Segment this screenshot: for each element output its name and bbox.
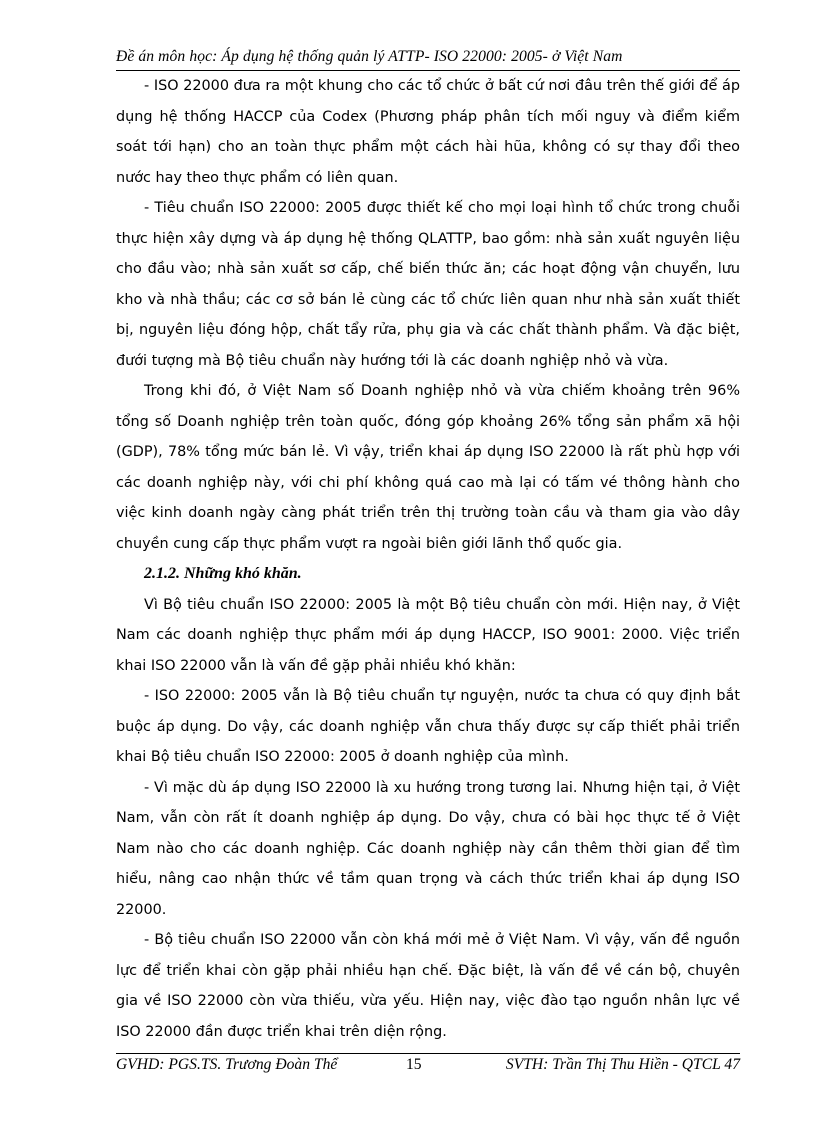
page-number: 15 [406,1056,422,1073]
page-footer [116,1056,740,1078]
paragraph: Trong khi đó, ở Việt Nam số Doanh nghiệp nhỏ và vừa chiếm khoảng trên 96% tổng số Doanh nghiệp trên toàn quốc, đóng góp khoảng 26% tổng sản phẩm xã hội (GDP), 78% tổng mức bán lẻ. Vì vậy, triển khai áp dụng ISO 22000 là rất phù hợp với các doanh nghiệp này, với chi phí không quá cao mà lại có tấm vé thông hành cho việc kinh doanh ngày càng phát triển trên thị trường toàn cầu và tham gia vào dây chuyền cung cấp thực phẩm vượt ra ngoài biên giới lãnh thổ quốc gia. [116,383,740,552]
footer-divider [116,1053,740,1054]
footer-advisor: GVHD: PGS.TS. Trương Đoàn Thể [116,1056,338,1073]
footer-student: SVTH: Trần Thị Thu Hiền - QTCL 47 [505,1056,740,1073]
paragraph: Vì Bộ tiêu chuẩn ISO 22000: 2005 là một Bộ tiêu chuẩn còn mới. Hiện nay, ở Việt Nam các doanh nghiệp thực phẩm mới áp dụng HACCP, ISO 9001: 2000. Việc triển khai ISO 22000 vẫn là vấn đề gặp phải nhiều khó khăn: [116,596,740,674]
paragraph: - Bộ tiêu chuẩn ISO 22000 vẫn còn khá mới mẻ ở Việt Nam. Vì vậy, vấn đề nguồn lực để triển khai còn gặp phải nhiều hạn chế. Đặc biệt, là vấn đề về cán bộ, chuyên gia về ISO 22000 còn vừa thiếu, vừa yếu. Hiện nay, việc đào tạo nguồn nhân lực về ISO 22000 đần được triển khai trên diện rộng. [116,932,740,1040]
paragraph: - ISO 22000 đưa ra một khung cho các tổ chức ở bất cứ nơi đâu trên thế giới để áp dụng hệ thống HACCP của Codex (Phương pháp phân tích mối nguy và điểm kiểm soát tới hạn) cho an toàn thực phẩm một cách hài hũa, không có sự thay đổi theo nước hay theo thực phẩm có liên quan. [116,78,740,186]
paragraph: - Tiêu chuẩn ISO 22000: 2005 được thiết kế cho mọi loại hình tổ chức trong chuỗi thực hiện xây dựng và áp dụng hệ thống QLATTP, bao gồm: nhà sản xuất nguyên liệu cho đầu vào; nhà sản xuất sơ cấp, chế biến thức ăn; các hoạt động vận chuyển, lưu kho và nhà thầu; các cơ sở bán lẻ cùng các tổ chức liên quan như nhà sản xuất thiết bị, nguyên liệu đóng hộp, chất tẩy rửa, phụ gia và các chất thành phẩm. Và đặc biệt, đưới tượng mà Bộ tiêu chuẩn này hướng tới là các doanh nghiệp nhỏ và vừa. [116,200,740,369]
page-header-title: Đề án môn học: Áp dụng hệ thống quản lý ATTP- ISO 22000: 2005- ở Việt Nam [116,48,623,65]
paragraph: - ISO 22000: 2005 vẫn là Bộ tiêu chuẩn tự nguyện, nước ta chưa có quy định bắt buộc áp dụng. Do vậy, các doanh nghiệp vẫn chưa thấy được sự cấp thiết phải triển khai Bộ tiêu chuẩn ISO 22000: 2005 ở doanh nghiệp của mình. [116,688,740,765]
document-body [116,71,740,1047]
paragraph: - Vì mặc dù áp dụng ISO 22000 là xu hướng trong tương lai. Nhưng hiện tại, ở Việt Nam, vẫn còn rất ít doanh nghiệp áp dụng. Do vậy, chưa có bài học thực tế ở Việt Nam nào cho các doanh nghiệp. Các doanh nghiệp này cần thêm thời gian để tìm hiểu, nâng cao nhận thức về tầm quan trọng và cách thức triển khai áp dụng ISO 22000. [116,779,740,918]
section-heading: 2.1.2. Những khó khăn. [144,565,302,582]
